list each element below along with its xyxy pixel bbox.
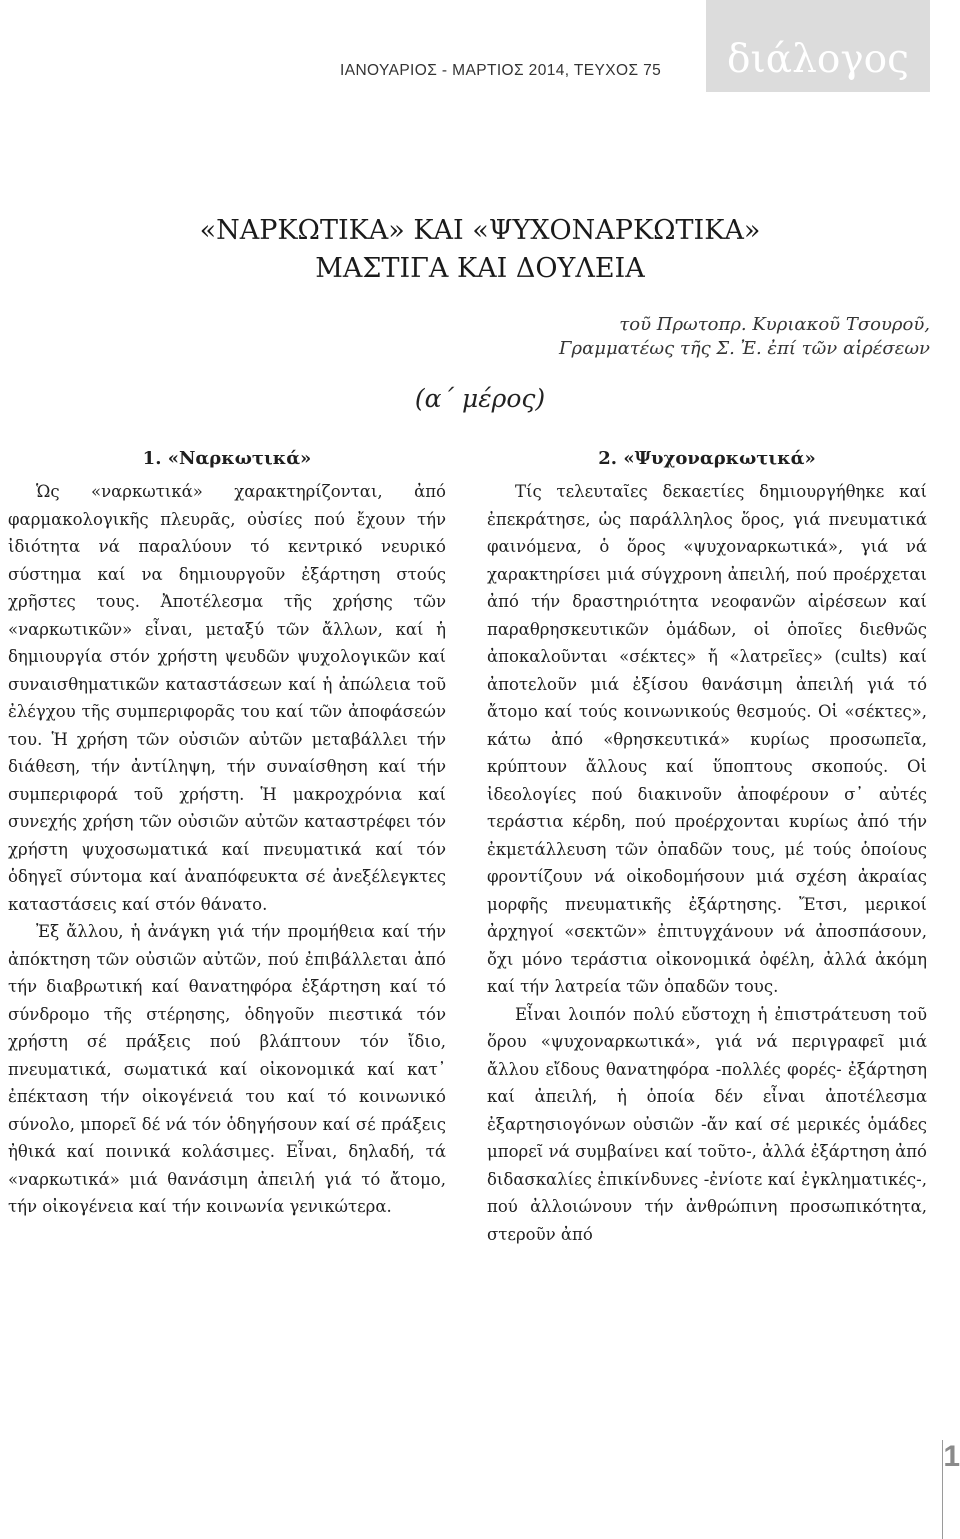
author-name: τοῦ Πρωτοπρ. Κυριακοῦ Τσουροῦ, bbox=[619, 314, 930, 335]
magazine-logo: διάλογος bbox=[727, 37, 909, 82]
paragraph: Ὡς «ναρκωτικά» χαρακτηρίζονται, ἀπό φαρμακολογικῆς πλευρᾶς, οὐσίες πού ἔχουν τήν ἰδιότητα νά παραλύουν τό κεντρικό νευρικό σύστημα καί να δημιουργοῦν ἐξάρτηση στούς χρῆστες τους. Ἀποτέλεσμα τῆς χρήσης τῶν «ναρκωτικῶν» εἶναι, μεταξύ τῶν ἄλλων, καί ἡ δημιουργία στόν χρήστη ψευδῶν ψυχολογικῶν καί συναισθηματικῶν καταστάσεων καί ἡ ἀπώλεια τοῦ ἐλέγχου τῆς συμπεριφορᾶς του καί τῶν ἀποφάσεών του. Ἡ χρήση τῶν οὐσιῶν αὐτῶν μεταβάλλει τήν διάθεση, τήν ἀντίληψη, τήν συναίσθηση καί τήν συμπεριφορά τοῦ χρήστη. Ἡ μακροχρόνια καί συνεχής χρήση τῶν οὐσιῶν αὐτῶν καταστρέφει τόν χρήστη ψυχοσωματικά καί πνευματικά καί τόν ὁδηγεῖ σύντομα καί ἀναπόφευκτα σέ ἀνεξέλεγκτες καταστάσεις καί στόν θάνατο. bbox=[8, 482, 446, 914]
article-part: (α΄ μέρος) bbox=[414, 384, 546, 413]
article-title bbox=[100, 212, 860, 288]
paragraph: Τίς τελευταῖες δεκαετίες δημιουργήθηκε καί ἐπεκράτησε, ὡς παράλληλος ὅρος, γιά πνευματικά φαινόμενα, ὁ ὅρος «ψυχοναρκωτικά», γιά νά χαρακτηρίσει μιά σύγχρονη ἀπειλή, πού προέρχεται ἀπό τήν δραστηριότητα νεοφανῶν αἱρέσεων καί παραθρησκευτικῶν ὁμάδων, οἱ ὁποῖες διεθνῶς ἀποκαλοῦνται «σέκτες» ἤ «λατρεῖες» (cults) καί ἀποτελοῦν μιά ἐξίσου θανάσιμη ἀπειλή γιά τό ἄτομο καί τούς κοινωνικούς θεσμούς. Οἱ «σέκτες», κάτω ἀπό «θρησκευτικά» κυρίως προσωπεῖα, κρύπτουν ἄλλους καί ὕποπτους σκοπούς. Οἱ ἰδεολογίες πού διακινοῦν ἀποφέρουν σ᾽ αὐτές τεράστια κέρδη, πού προέρχονται κυρίως ἀπό τήν ἐκμετάλλευση τῶν ὀπαδῶν τους, μέ τούς ὁποίους φροντίζουν νά οἰκοδομήσουν μιά σχέση ἀκραίας μορφῆς πνευματικῆς ἐξάρτησης. Ἔτσι, μερικοί ἀρχηγοί «σεκτῶν» ἐπιτυγχάνουν νά ἀποσπάσουν, ὄχι μόνο τεράστια οἰκονομικά ὀφέλη, ἀλλά ἀκόμη καί τήν λατρεία τῶν ὀπαδῶν τους. bbox=[487, 482, 927, 996]
section-heading-narcotics: 1. «Ναρκωτικά» bbox=[142, 448, 312, 469]
right-column bbox=[487, 446, 927, 1248]
issue-info: ΙΑΝΟΥΑΡΙΟΣ - ΜΑΡΤΙΟΣ 2014, ΤΕΥΧΟΣ 75 bbox=[340, 62, 662, 79]
article-title-line-1: «ΝΑΡΚΩΤΙΚΑ» ΚΑΙ «ΨΥΧΟΝΑΡΚΩΤΙΚΑ» bbox=[199, 215, 761, 246]
article-title-line-2: ΜΑΣΤΙΓΑ ΚΑΙ ΔΟΥΛΕΙΑ bbox=[315, 253, 645, 284]
article-author bbox=[430, 313, 930, 361]
paragraph: Ἐξ ἄλλου, ἡ ἀνάγκη γιά τήν προμήθεια καί τήν ἀπόκτηση τῶν οὐσιῶν αὐτῶν, πού ἐπιβάλλεται ἀπό τήν διαβρωτική καί θανατηφόρα ἐξάρτηση καί τό σύνδρομο τῆς στέρησης, ὁδηγοῦν πιεστικά τόν χρήστη σέ πράξεις πού βλάπτουν τόν ἴδιο, πνευματικά, σωματικά καί οἰκονομικά καί κατ᾽ ἐπέκταση τήν οἰκογένειά του καί τό κοινωνικό σύνολο, μπορεῖ δέ νά τόν ὁδηγήσουν καί σέ πράξεις ἠθικά καί ποινικά κολάσιμες. Εἶναι, δηλαδή, τά «ναρκωτικά» μιά θανάσιμη ἀπειλή γιά τό ἄτομο, τήν οἰκογένεια καί τήν κοινωνία γενικώτερα. bbox=[8, 922, 446, 1216]
page-number: 1 bbox=[943, 1440, 960, 1473]
paragraph: Εἶναι λοιπόν πολύ εὔστοχη ἡ ἐπιστράτευση τοῦ ὅρου «ψυχοναρκωτικά», γιά νά περιγραφεῖ μιά ἄλλου εἴδους θανατηφόρα -πολλές φορές- ἐξάρτηση καί ἀπειλή, ἡ ὁποία δέν εἶναι ἀποτέλεσμα ἐξαρτησιογόνων οὐσιῶν -ἄν καί σέ μερικές ὁμάδες μπορεῖ νά συμβαίνει καί τοῦτο-, ἀλλά ἐξάρτηση ἀπό διδασκαλίες ἐπικίνδυνες -ἐνίοτε καί ἐγκληματικές-, πού ἀλλοιώνουν τήν ἀνθρώπινη προσωπικότητα, στεροῦν ἀπό bbox=[487, 1004, 927, 1244]
author-role: Γραμματέως τῆς Σ. Ἐ. ἐπί τῶν αἱρέσεων bbox=[559, 338, 930, 359]
left-column bbox=[8, 446, 446, 1221]
section-heading-psychonarcotics: 2. «Ψυχοναρκωτικά» bbox=[598, 448, 816, 469]
